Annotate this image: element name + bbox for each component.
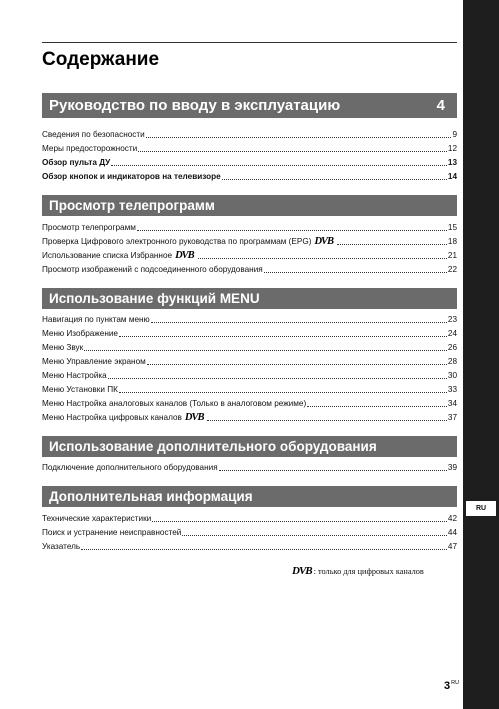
toc-entry-title: Технические характеристики [42, 514, 152, 523]
section-header-additional-info[interactable] [42, 486, 457, 507]
toc-entry[interactable] [42, 370, 457, 381]
dvb-logo-icon: DVB [314, 236, 334, 247]
dot-leader [198, 258, 447, 259]
toc-entry[interactable] [42, 314, 457, 325]
toc-entry-title: Меню Настройка [42, 371, 107, 380]
dot-leader [207, 420, 446, 421]
toc-entry-page: 13 [447, 158, 457, 167]
section-page-number: 4 [436, 97, 445, 114]
toc-entry[interactable] [42, 222, 457, 233]
toc-entry[interactable] [42, 171, 457, 182]
dot-leader [119, 336, 447, 337]
toc-entry-page: 9 [452, 130, 457, 139]
toc-entry-title: Меню Звук [42, 343, 84, 352]
toc-entry[interactable] [42, 412, 457, 423]
dot-leader [182, 535, 447, 536]
toc-entry-page: 33 [447, 385, 457, 394]
section-title: Просмотр телепрограмм [49, 198, 215, 213]
dot-leader [146, 137, 452, 138]
side-tab-bar [463, 0, 499, 709]
toc-entry[interactable] [42, 143, 457, 154]
section-title: Дополнительная информация [49, 489, 253, 504]
toc-entry[interactable] [42, 462, 457, 473]
toc-entry-title: Навигация по пунктам меню [42, 315, 150, 324]
toc-entry-page: 18 [447, 237, 457, 246]
page-title: Содержание [42, 49, 160, 70]
page-number [444, 680, 459, 692]
dvb-logo-icon: DVB [175, 250, 194, 261]
toc-entry[interactable] [42, 236, 457, 247]
toc-entry-page: 47 [447, 542, 457, 551]
toc-entry-page: 14 [447, 172, 457, 181]
dot-leader [138, 151, 447, 152]
toc-entry-title: Обзор кнопок и индикаторов на телевизоре [42, 172, 221, 181]
dot-leader [151, 322, 447, 323]
toc-entry-page: 15 [447, 223, 457, 232]
toc-entry-title: Использование списка Избранное [42, 251, 173, 260]
dot-leader [81, 549, 447, 550]
toc-entry-page: 42 [447, 514, 457, 523]
toc-entry-page: 28 [447, 357, 457, 366]
dot-leader [307, 406, 447, 407]
toc-entry-title: Подключение дополнительного оборудования [42, 463, 218, 472]
toc-entry[interactable] [42, 264, 457, 275]
toc-entry-page: 26 [447, 343, 457, 352]
toc-entry[interactable] [42, 356, 457, 367]
dvb-logo-icon: DVB [292, 565, 312, 577]
toc-entry[interactable] [42, 129, 457, 140]
title-rule [42, 42, 457, 43]
toc-entry-title: Просмотр изображений с подсоединенного оборудования [42, 265, 263, 274]
toc-entry[interactable] [42, 328, 457, 339]
language-tab: RU [466, 501, 496, 516]
dot-leader [111, 165, 447, 166]
toc-entry-page: 39 [447, 463, 457, 472]
toc-entry[interactable] [42, 250, 457, 261]
section-header-menu-functions[interactable] [42, 288, 457, 309]
toc-entry-page: 21 [447, 251, 457, 260]
dot-leader [152, 521, 447, 522]
toc-entry[interactable] [42, 513, 457, 524]
page-number-suffix: RU [451, 680, 460, 686]
toc-entry-title: Меню Изображение [42, 329, 118, 338]
dot-leader [119, 392, 447, 393]
toc-entry-page: 22 [447, 265, 457, 274]
section-title: Использование функций MENU [49, 291, 260, 306]
toc-entry-page: 44 [447, 528, 457, 537]
section-header-additional-equipment[interactable] [42, 436, 457, 457]
toc-entry[interactable] [42, 157, 457, 168]
toc-entry[interactable] [42, 342, 457, 353]
legend-text: : только для цифровых каналов [313, 567, 424, 576]
toc-entry-title: Меню Установки ПК [42, 385, 118, 394]
dvb-legend [292, 566, 424, 577]
toc-entry-page: 37 [447, 413, 457, 422]
section-title: Руководство по вводу в эксплуатацию [49, 97, 341, 114]
toc-entry-page: 30 [447, 371, 457, 380]
toc-entry-title: Меры предосторожности [42, 144, 138, 153]
toc-entry-page: 23 [447, 315, 457, 324]
toc-entry[interactable] [42, 384, 457, 395]
dot-leader [137, 230, 447, 231]
toc-entry[interactable] [42, 398, 457, 409]
dot-leader [147, 364, 447, 365]
toc-entry-page: 24 [447, 329, 457, 338]
toc-entry-title: Поиск и устранение неисправностей [42, 528, 182, 537]
toc-entry-title: Меню Настройка аналоговых каналов (Только в аналоговом режиме) [42, 399, 307, 408]
dot-leader [222, 179, 447, 180]
dot-leader [219, 470, 447, 471]
page-number-value: 3 [444, 680, 451, 692]
dot-leader [264, 272, 447, 273]
toc-entry-title: Обзор пульта ДУ [42, 158, 111, 167]
dot-leader [108, 378, 447, 379]
toc-entry-title: Меню Управление экраном [42, 357, 146, 366]
section-header-setup[interactable] [42, 93, 457, 118]
toc-entry-title: Проверка Цифрового электронного руководства по программам (EPG) [42, 237, 312, 246]
toc-entry-title: Меню Настройка цифровых каналов [42, 413, 182, 422]
section-header-watching-tv[interactable] [42, 195, 457, 216]
toc-entry-page: 34 [447, 399, 457, 408]
toc-entry[interactable] [42, 541, 457, 552]
dot-leader [337, 244, 447, 245]
toc-entry[interactable] [42, 527, 457, 538]
toc-entry-title: Просмотр телепрограмм [42, 223, 136, 232]
toc-entry-page: 12 [447, 144, 457, 153]
section-title: Использование дополнительного оборудования [49, 439, 377, 454]
dvb-logo-icon: DVB [184, 412, 204, 423]
dot-leader [84, 350, 447, 351]
toc-entry-title: Сведения по безопасности [42, 130, 145, 139]
toc-entry-title: Указатель [42, 542, 81, 551]
